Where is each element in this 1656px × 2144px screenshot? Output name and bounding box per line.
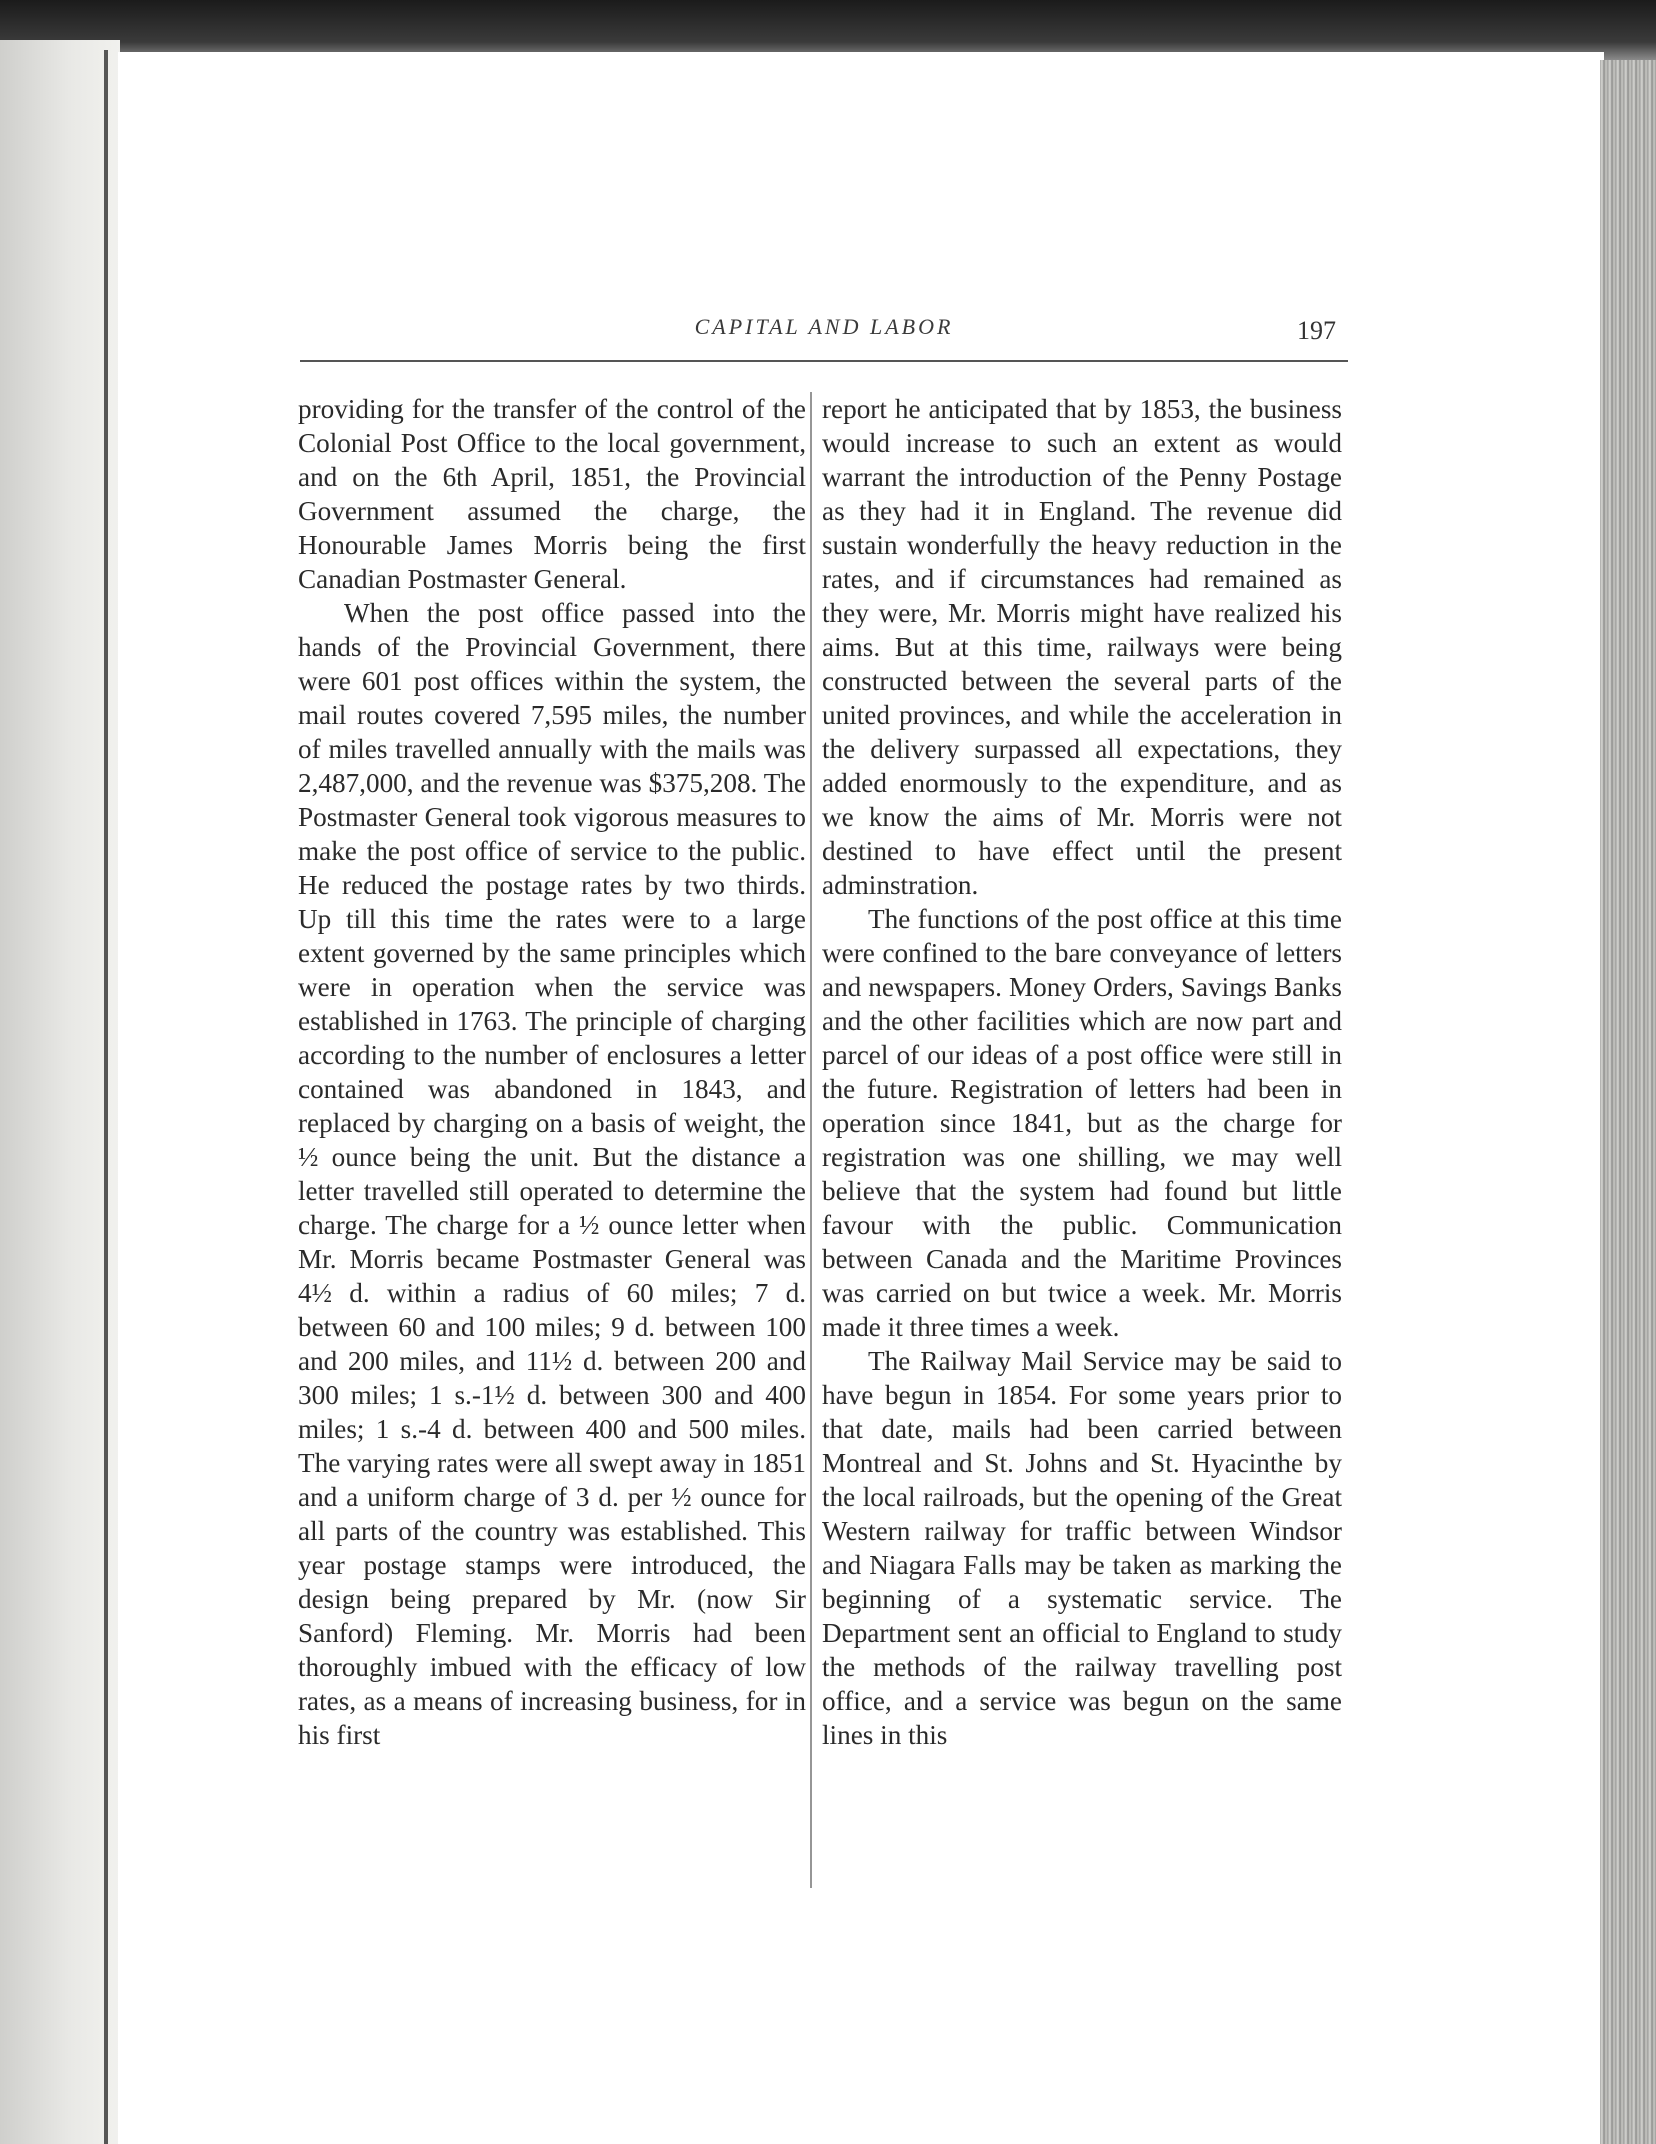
- paragraph: When the post office passed into the hands of the Provincial Government, there were 601 post offices within the system, the mail routes covered 7,595 miles, the number of miles travelled annually with the mails was 2,487,000, and the revenue was $375,208. The Postmaster General took vigorous measures to make the post office of service to the public. He reduced the postage rates by two thirds. Up till this time the rates were to a large extent governed by the same principles which were in operation when the service was established in 1763. The principle of charging according to the number of enclosures a letter contained was abandoned in 1843, and replaced by charging on a basis of weight, the ½ ounce being the unit. But the distance a letter travelled still operated to determine the charge. The charge for a ½ ounce letter when Mr. Morris became Postmaster General was 4½ d. within a radius of 60 miles; 7 d. between 60 and 100 miles; 9 d. between 100 and 200 miles, and 11½ d. between 200 and 300 miles; 1 s.-1½ d. between 300 and 400 miles; 1 s.-4 d. between 400 and 500 miles. The varying rates were all swept away in 1851 and a uniform charge of 3 d. per ½ ounce for all parts of the country was established. This year postage stamps were introduced, the design being prepared by Mr. (now Sir Sanford) Fleming. Mr. Morris had been thoroughly imbued with the efficacy of low rates, as a means of increasing business, for in his first: [298, 598, 806, 1750]
- running-head: [300, 312, 1348, 362]
- running-head-rule: [300, 360, 1348, 362]
- running-head-title: CAPITAL AND LABOR: [694, 314, 954, 339]
- book-fore-edge: [1600, 60, 1656, 2144]
- book-binding-edge: [0, 40, 120, 2144]
- column-divider: [810, 392, 812, 1888]
- paragraph: report he anticipated that by 1853, the business would increase to such an extent as would warrant the introduction of the Penny Postage as they had it in England. The revenue did sustain wonderfully the heavy reduction in the rates, and if circumstances had remained as they were, Mr. Morris might have realized his aims. But at this time, railways were being constructed between the several parts of the united provinces, and while the acceleration in the delivery surpassed all expectations, they added enormously to the expenditure, and as we know the aims of Mr. Morris were not destined to have effect until the present adminstration.: [822, 394, 1342, 900]
- paragraph: The functions of the post office at this time were confined to the bare conveyance of letters and newspapers. Money Orders, Savings Banks and the other facilities which are now part and parcel of our ideas of a post office were still in the future. Registration of letters had been in operation since 1841, but as the charge for registration was one shilling, we may well believe that the system had found but little favour with the public. Communication between Canada and the Maritime Provinces was carried on but twice a week. Mr. Morris made it three times a week.: [822, 904, 1342, 1342]
- paragraph: The Railway Mail Service may be said to have begun in 1854. For some years prior to that date, mails had been carried between Montreal and St. Johns and St. Hyacinthe by the local railroads, but the opening of the Great Western railway for traffic between Windsor and Niagara Falls may be taken as marking the beginning of a systematic service. The Department sent an official to England to study the methods of the railway travelling post office, and a service was begun on the same lines in this: [822, 1346, 1342, 1750]
- page-gutter-line: [104, 50, 108, 2144]
- text-column-left: [298, 392, 806, 1752]
- page-number: 197: [1297, 316, 1336, 345]
- paragraph: providing for the transfer of the control of the Colonial Post Office to the local government, and on the 6th April, 1851, the Provincial Government assumed the charge, the Honourable James Morris being the first Canadian Postmaster General.: [298, 394, 806, 594]
- scan-border-top: [0, 0, 1656, 60]
- text-column-right: [822, 392, 1342, 1752]
